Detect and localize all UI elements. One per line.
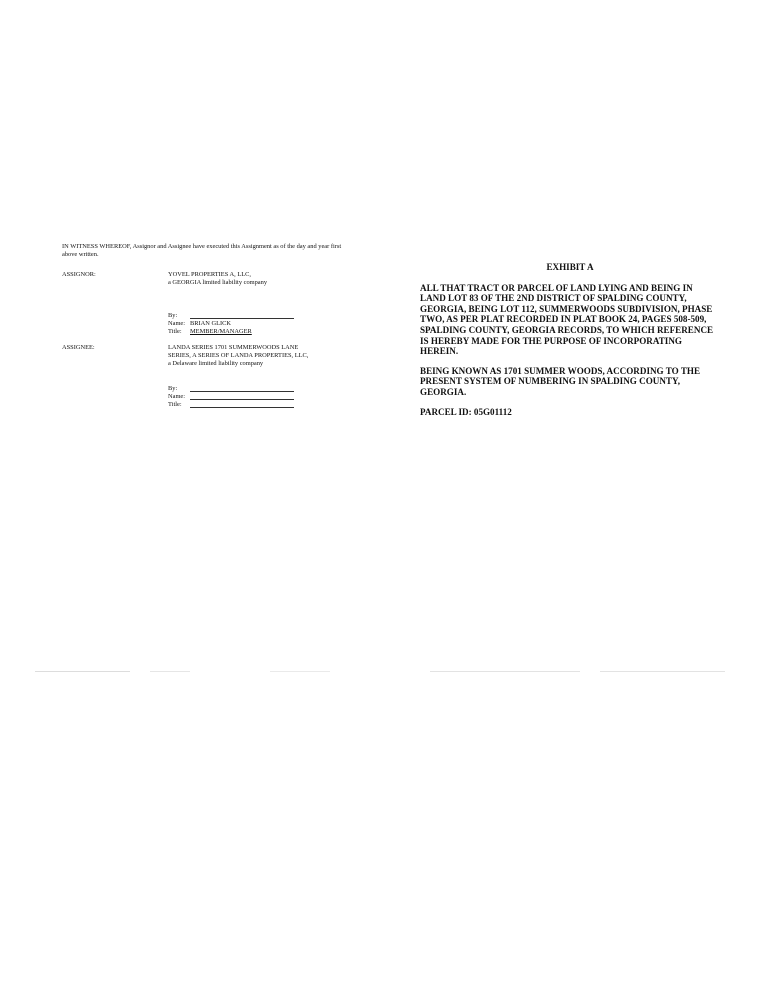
assignor-title-label: Title:: [168, 328, 182, 335]
parcel-id: PARCEL ID: 05G01112: [420, 406, 512, 417]
assignee-by-label: By:: [168, 385, 178, 392]
assignor-name-label: Name:: [168, 320, 186, 327]
signature-page: [62, 243, 362, 408]
assignor-desc: a GEORGIA limited liability company: [168, 279, 268, 286]
assignee-title-label: Title:: [168, 401, 182, 408]
assignor-by-label: By:: [168, 312, 178, 319]
scan-artifact-line: [150, 671, 190, 672]
exhibit-title: EXHIBIT A: [546, 262, 594, 272]
witness-clause: IN WITNESS WHEREOF, Assignor and Assignee have executed this Assignment as of the day and year first above written.: [62, 243, 342, 258]
assignee-name-label: Name:: [168, 393, 186, 400]
assignor-label: ASSIGNOR:: [62, 271, 96, 278]
exhibit-a: [420, 262, 720, 417]
assignor-title-line: [168, 328, 358, 336]
assignee-title-rule: [190, 407, 294, 408]
assignee-name-rule: [190, 399, 294, 400]
scan-artifact-line: [430, 671, 580, 672]
assignor-signer-name: BRIAN GLICK: [190, 320, 232, 327]
assignor-signature-rule: [190, 318, 294, 319]
assignor-party: [168, 271, 358, 287]
legal-description: ALL THAT TRACT OR PARCEL OF LAND LYING AND BEING IN LAND LOT 83 OF THE 2ND DISTRICT OF SPALDING COUNTY, GEORGIA, BEING LOT 112, SUMMERWOODS SUBDIVISION, PHASE TWO, AS PER PLAT RECORDED IN PLAT BOOK 24, PAGES 508-509, SPALDING COUNTY, GEORGIA RECORDS, TO WHICH REFERENCE IS HEREBY MADE FOR THE PURPOSE OF INCORPORATING HEREIN.: [420, 282, 714, 357]
assignor-name-line: [168, 320, 358, 328]
assignor-name: YOVEL PROPERTIES A, LLC,: [168, 271, 251, 278]
scan-artifact-line: [600, 671, 725, 672]
assignee-desc: a Delaware limited liability company: [168, 360, 264, 367]
assignee-name-line1: LANDA SERIES 1701 SUMMERWOODS LANE: [168, 344, 299, 351]
assignor-signature-block: [168, 312, 358, 336]
assignee-by-line: [168, 385, 358, 393]
scan-artifact-line: [35, 671, 130, 672]
assignee-label: ASSIGNEE:: [62, 344, 95, 351]
assignee-signature-rule: [190, 391, 294, 392]
assignee-name-line2: SERIES, A SERIES OF LANDA PROPERTIES, LLC,: [168, 352, 309, 359]
assignor-signer-title: MEMBER/MANAGER: [190, 328, 252, 335]
property-address-clause: BEING KNOWN AS 1701 SUMMER WOODS, ACCORDING TO THE PRESENT SYSTEM OF NUMBERING IN SPALDING COUNTY, GEORGIA.: [420, 365, 701, 397]
scan-artifact-line: [270, 671, 330, 672]
assignee-name-line: [168, 393, 358, 401]
assignee-title-line: [168, 401, 358, 409]
assignee-signature-block: [168, 385, 358, 409]
assignor-by-line: [168, 312, 358, 320]
assignee-party: [168, 344, 358, 368]
